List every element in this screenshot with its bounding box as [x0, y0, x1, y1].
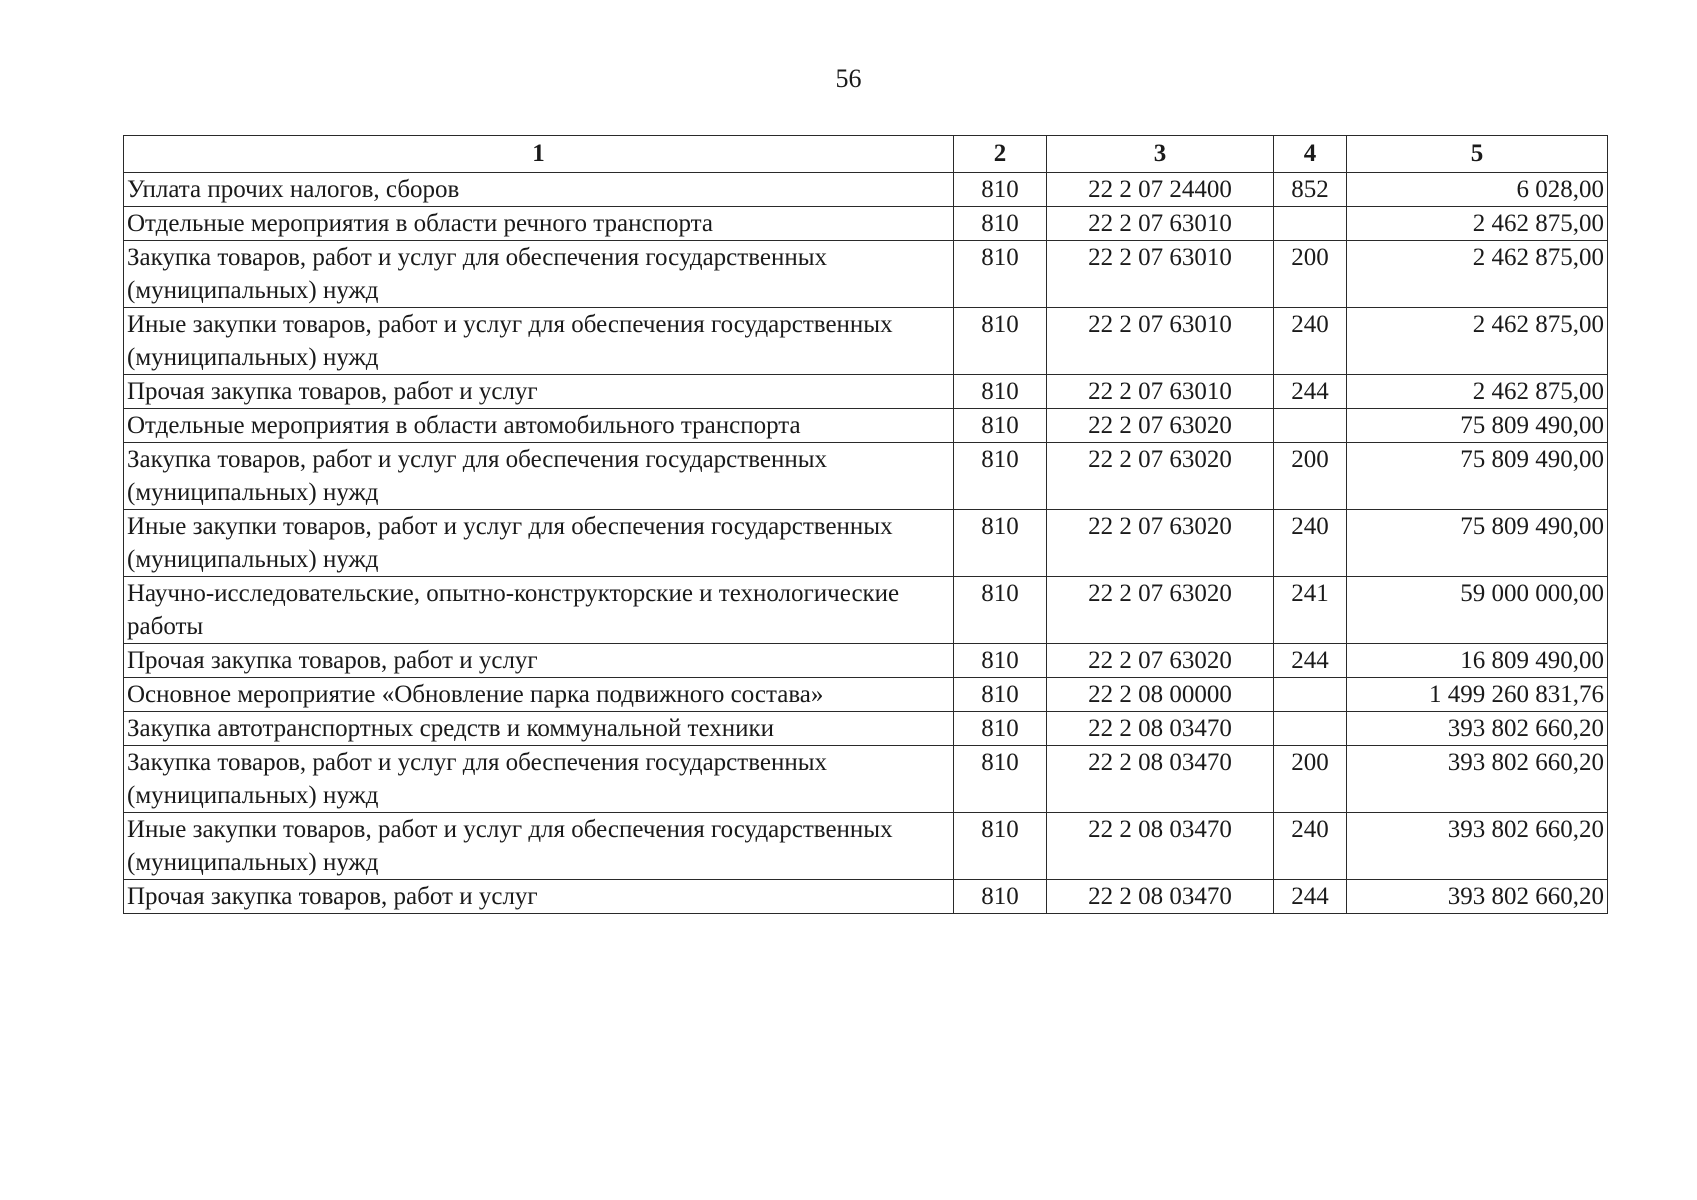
row-amount-cell: 75 809 490,00 [1347, 443, 1608, 510]
row-code-cell: 22 2 07 63020 [1047, 577, 1274, 644]
row-chapter-cell: 810 [954, 712, 1047, 746]
row-code-cell: 22 2 07 63010 [1047, 308, 1274, 375]
row-chapter-cell: 810 [954, 880, 1047, 914]
header-cell-4: 4 [1274, 136, 1347, 173]
row-chapter-cell: 810 [954, 577, 1047, 644]
table-row [124, 443, 1608, 510]
row-type-cell [1274, 712, 1347, 746]
table-row [124, 409, 1608, 443]
row-chapter-cell: 810 [954, 678, 1047, 712]
row-code-cell: 22 2 07 63010 [1047, 207, 1274, 241]
row-chapter-cell: 810 [954, 510, 1047, 577]
row-name-cell: Отдельные мероприятия в области речного транспорта [124, 207, 954, 241]
row-type-cell: 241 [1274, 577, 1347, 644]
table-row [124, 813, 1608, 880]
header-cell-5: 5 [1347, 136, 1608, 173]
row-type-cell: 200 [1274, 746, 1347, 813]
row-type-cell [1274, 409, 1347, 443]
row-code-cell: 22 2 07 24400 [1047, 173, 1274, 207]
row-name-cell: Иные закупки товаров, работ и услуг для обеспечения государственных (муниципальных) нужд [124, 813, 954, 880]
row-chapter-cell: 810 [954, 308, 1047, 375]
row-type-cell: 200 [1274, 241, 1347, 308]
header-row [124, 136, 1608, 173]
row-code-cell: 22 2 08 03470 [1047, 880, 1274, 914]
row-amount-cell: 393 802 660,20 [1347, 880, 1608, 914]
table-row [124, 375, 1608, 409]
row-name-cell: Основное мероприятие «Обновление парка подвижного состава» [124, 678, 954, 712]
row-amount-cell: 2 462 875,00 [1347, 308, 1608, 375]
row-amount-cell: 75 809 490,00 [1347, 409, 1608, 443]
budget-table [123, 135, 1608, 914]
table-body [124, 173, 1608, 914]
row-amount-cell: 75 809 490,00 [1347, 510, 1608, 577]
row-type-cell: 852 [1274, 173, 1347, 207]
table-row [124, 644, 1608, 678]
row-type-cell [1274, 678, 1347, 712]
row-code-cell: 22 2 08 03470 [1047, 813, 1274, 880]
row-amount-cell: 59 000 000,00 [1347, 577, 1608, 644]
row-chapter-cell: 810 [954, 409, 1047, 443]
row-code-cell: 22 2 08 03470 [1047, 746, 1274, 813]
row-chapter-cell: 810 [954, 173, 1047, 207]
row-type-cell [1274, 207, 1347, 241]
header-cell-2: 2 [954, 136, 1047, 173]
row-amount-cell: 6 028,00 [1347, 173, 1608, 207]
row-type-cell: 240 [1274, 813, 1347, 880]
row-name-cell: Научно-исследовательские, опытно-конструкторские и технологические работы [124, 577, 954, 644]
row-amount-cell: 393 802 660,20 [1347, 813, 1608, 880]
row-type-cell: 240 [1274, 308, 1347, 375]
row-name-cell: Закупка автотранспортных средств и коммунальной техники [124, 712, 954, 746]
table-row [124, 678, 1608, 712]
row-name-cell: Закупка товаров, работ и услуг для обеспечения государственных (муниципальных) нужд [124, 443, 954, 510]
row-amount-cell: 393 802 660,20 [1347, 746, 1608, 813]
row-amount-cell: 2 462 875,00 [1347, 375, 1608, 409]
row-type-cell: 240 [1274, 510, 1347, 577]
table-row [124, 207, 1608, 241]
row-amount-cell: 2 462 875,00 [1347, 207, 1608, 241]
row-name-cell: Иные закупки товаров, работ и услуг для обеспечения государственных (муниципальных) нужд [124, 308, 954, 375]
row-name-cell: Закупка товаров, работ и услуг для обеспечения государственных (муниципальных) нужд [124, 746, 954, 813]
row-chapter-cell: 810 [954, 207, 1047, 241]
row-amount-cell: 2 462 875,00 [1347, 241, 1608, 308]
row-code-cell: 22 2 07 63010 [1047, 375, 1274, 409]
row-code-cell: 22 2 07 63020 [1047, 644, 1274, 678]
table-row [124, 577, 1608, 644]
row-name-cell: Закупка товаров, работ и услуг для обеспечения государственных (муниципальных) нужд [124, 241, 954, 308]
row-name-cell: Уплата прочих налогов, сборов [124, 173, 954, 207]
row-name-cell: Прочая закупка товаров, работ и услуг [124, 644, 954, 678]
table-row [124, 510, 1608, 577]
row-type-cell: 244 [1274, 644, 1347, 678]
row-chapter-cell: 810 [954, 375, 1047, 409]
row-name-cell: Прочая закупка товаров, работ и услуг [124, 375, 954, 409]
row-amount-cell: 1 499 260 831,76 [1347, 678, 1608, 712]
page-number: 56 [835, 64, 862, 93]
row-type-cell: 244 [1274, 375, 1347, 409]
row-chapter-cell: 810 [954, 746, 1047, 813]
header-cell-1: 1 [124, 136, 954, 173]
table-row [124, 746, 1608, 813]
table-row [124, 712, 1608, 746]
row-code-cell: 22 2 08 03470 [1047, 712, 1274, 746]
row-chapter-cell: 810 [954, 813, 1047, 880]
row-code-cell: 22 2 07 63020 [1047, 443, 1274, 510]
row-name-cell: Прочая закупка товаров, работ и услуг [124, 880, 954, 914]
row-type-cell: 244 [1274, 880, 1347, 914]
row-amount-cell: 16 809 490,00 [1347, 644, 1608, 678]
table-row [124, 241, 1608, 308]
row-code-cell: 22 2 07 63020 [1047, 510, 1274, 577]
header-cell-3: 3 [1047, 136, 1274, 173]
table-row [124, 173, 1608, 207]
table-row [124, 880, 1608, 914]
row-type-cell: 200 [1274, 443, 1347, 510]
row-code-cell: 22 2 07 63020 [1047, 409, 1274, 443]
row-amount-cell: 393 802 660,20 [1347, 712, 1608, 746]
row-chapter-cell: 810 [954, 644, 1047, 678]
row-chapter-cell: 810 [954, 241, 1047, 308]
row-code-cell: 22 2 08 00000 [1047, 678, 1274, 712]
row-chapter-cell: 810 [954, 443, 1047, 510]
row-name-cell: Иные закупки товаров, работ и услуг для обеспечения государственных (муниципальных) нужд [124, 510, 954, 577]
table-row [124, 308, 1608, 375]
row-code-cell: 22 2 07 63010 [1047, 241, 1274, 308]
row-name-cell: Отдельные мероприятия в области автомобильного транспорта [124, 409, 954, 443]
